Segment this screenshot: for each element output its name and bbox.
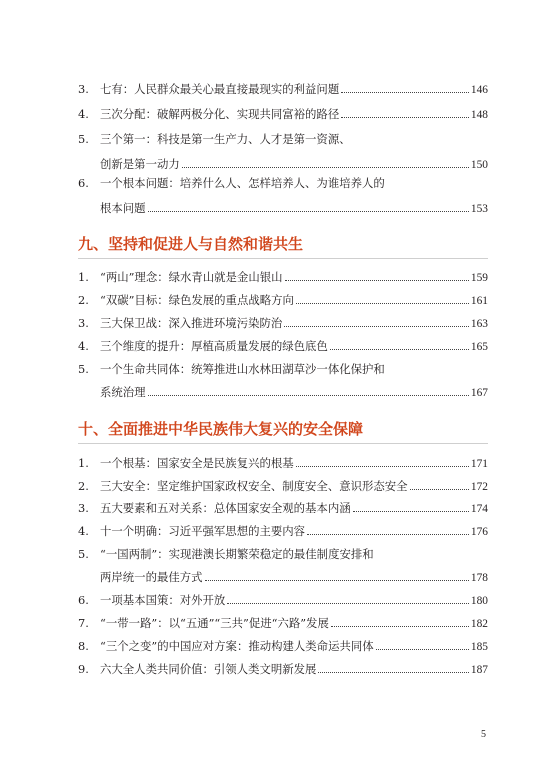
toc-entry[interactable] — [78, 292, 488, 308]
leader-dots — [307, 534, 469, 535]
entry-title: “双碳”目标：绿色发展的重点战略方向 — [100, 293, 294, 307]
entry-number: 8. — [78, 639, 89, 653]
entry-title: 五大要素和五对关系：总体国家安全观的基本内涵 — [100, 501, 351, 515]
entry-page-number: 176 — [470, 526, 488, 538]
entry-number: 3. — [78, 316, 89, 330]
entry-page-number: 146 — [470, 84, 488, 96]
entry-title: 三大保卫战：深入推进环境污染防治 — [100, 316, 283, 330]
toc-entry[interactable] — [78, 500, 488, 516]
leader-dots — [376, 649, 469, 650]
entry-title: “三个之变”的中国应对方案：推动构建人类命运共同体 — [100, 639, 374, 653]
entry-page-number: 178 — [470, 572, 488, 584]
leader-dots — [353, 511, 469, 512]
entry-page-number: 163 — [470, 318, 488, 330]
toc-entry[interactable] — [78, 81, 488, 97]
leader-dots — [182, 167, 469, 168]
entry-page-number: 171 — [470, 458, 488, 470]
leader-dots — [148, 395, 469, 396]
entry-page-number: 150 — [470, 159, 488, 171]
toc-entry[interactable] — [78, 592, 488, 608]
leader-dots — [296, 466, 469, 467]
section-heading[interactable]: 十、全面推进中华民族伟大复兴的安全保障 — [78, 420, 364, 438]
section-divider — [78, 443, 488, 444]
entry-number: 4. — [78, 524, 89, 538]
toc-entry[interactable] — [78, 106, 488, 122]
leader-dots — [341, 92, 469, 93]
leader-dots — [330, 349, 469, 350]
toc-entry[interactable] — [78, 455, 488, 471]
entry-title: 十一个明确：习近平强军思想的主要内容 — [100, 524, 306, 538]
toc-entry[interactable] — [78, 269, 488, 285]
entry-page-number: 172 — [470, 481, 488, 493]
leader-dots — [205, 580, 469, 581]
entry-number: 1. — [78, 456, 89, 470]
leader-dots — [285, 280, 469, 281]
entry-title: 一个根基：国家安全是民族复兴的根基 — [100, 456, 294, 470]
toc-entry[interactable] — [78, 615, 488, 631]
toc-entry[interactable] — [78, 638, 488, 654]
entry-number: 4. — [78, 107, 89, 121]
toc-entry[interactable] — [78, 315, 488, 331]
entry-title-continued: 系统治理 — [100, 385, 146, 399]
entry-title: “一国两制”：实现港澳长期繁荣稳定的最佳制度安排和 — [100, 547, 374, 561]
entry-page-number: 182 — [470, 618, 488, 630]
entry-title-continued: 两岸统一的最佳方式 — [100, 570, 203, 584]
entry-number: 7. — [78, 616, 89, 630]
leader-dots — [331, 626, 469, 627]
toc-entry[interactable] — [78, 361, 488, 400]
entry-number: 4. — [78, 339, 89, 353]
toc-entry[interactable] — [78, 131, 488, 172]
entry-title: 一项基本国策：对外开放 — [100, 593, 226, 607]
entry-title: 一个根本问题：培养什么人、怎样培养人、为谁培养人的 — [100, 176, 385, 190]
entry-page-number: 187 — [470, 664, 488, 676]
entry-number: 3. — [78, 82, 89, 96]
entry-title: 三个维度的提升：厚植高质量发展的绿色底色 — [100, 339, 328, 353]
entry-page-number: 153 — [470, 203, 488, 215]
entry-number: 5. — [78, 547, 89, 561]
entry-number: 3. — [78, 501, 89, 515]
toc-entry[interactable] — [78, 661, 488, 677]
entry-page-number: 180 — [470, 595, 488, 607]
leader-dots — [341, 117, 469, 118]
toc-entry[interactable] — [78, 546, 488, 585]
entry-page-number: 161 — [470, 295, 488, 307]
entry-page-number: 174 — [470, 503, 488, 515]
entry-title-continued: 创新是第一动力 — [100, 157, 180, 171]
entry-page-number: 159 — [470, 272, 488, 284]
entry-title: 一个生命共同体：统筹推进山水林田湖草沙一体化保护和 — [100, 362, 385, 376]
leader-dots — [284, 326, 469, 327]
leader-dots — [148, 211, 469, 212]
section-divider — [78, 258, 488, 259]
entry-title: 三大安全：坚定维护国家政权安全、制度安全、意识形态安全 — [100, 479, 408, 493]
entry-title: 三次分配：破解两极分化、实现共同富裕的路径 — [100, 107, 340, 121]
entry-number: 9. — [78, 662, 89, 676]
entry-number: 6. — [78, 593, 89, 607]
toc-entry[interactable] — [78, 338, 488, 354]
leader-dots — [410, 489, 469, 490]
leader-dots — [227, 603, 469, 604]
entry-number: 6. — [78, 176, 89, 190]
entry-title: “两山”理念：绿水青山就是金山银山 — [100, 270, 283, 284]
leader-dots — [296, 303, 469, 304]
page-number: 5 — [481, 729, 486, 740]
entry-number: 1. — [78, 270, 89, 284]
entry-number: 2. — [78, 293, 89, 307]
entry-number: 5. — [78, 132, 89, 146]
entry-page-number: 167 — [470, 387, 488, 399]
entry-title-continued: 根本问题 — [100, 201, 146, 215]
entry-number: 2. — [78, 479, 89, 493]
entry-title: “一带一路”：以“五通”“三共”促进“六路”发展 — [100, 616, 329, 630]
leader-dots — [318, 672, 468, 673]
entry-page-number: 185 — [470, 641, 488, 653]
entry-page-number: 148 — [470, 109, 488, 121]
entry-page-number: 165 — [470, 341, 488, 353]
toc-entry[interactable] — [78, 175, 488, 216]
entry-title: 七有：人民群众最关心最直接最现实的利益问题 — [100, 82, 340, 96]
entry-title: 六大全人类共同价值：引领人类文明新发展 — [100, 662, 317, 676]
toc-entry[interactable] — [78, 523, 488, 539]
entry-title: 三个第一：科技是第一生产力、人才是第一资源、 — [100, 132, 351, 146]
toc-entry[interactable] — [78, 478, 488, 494]
entry-number: 5. — [78, 362, 89, 376]
section-heading[interactable]: 九、坚持和促进人与自然和谐共生 — [78, 235, 304, 253]
